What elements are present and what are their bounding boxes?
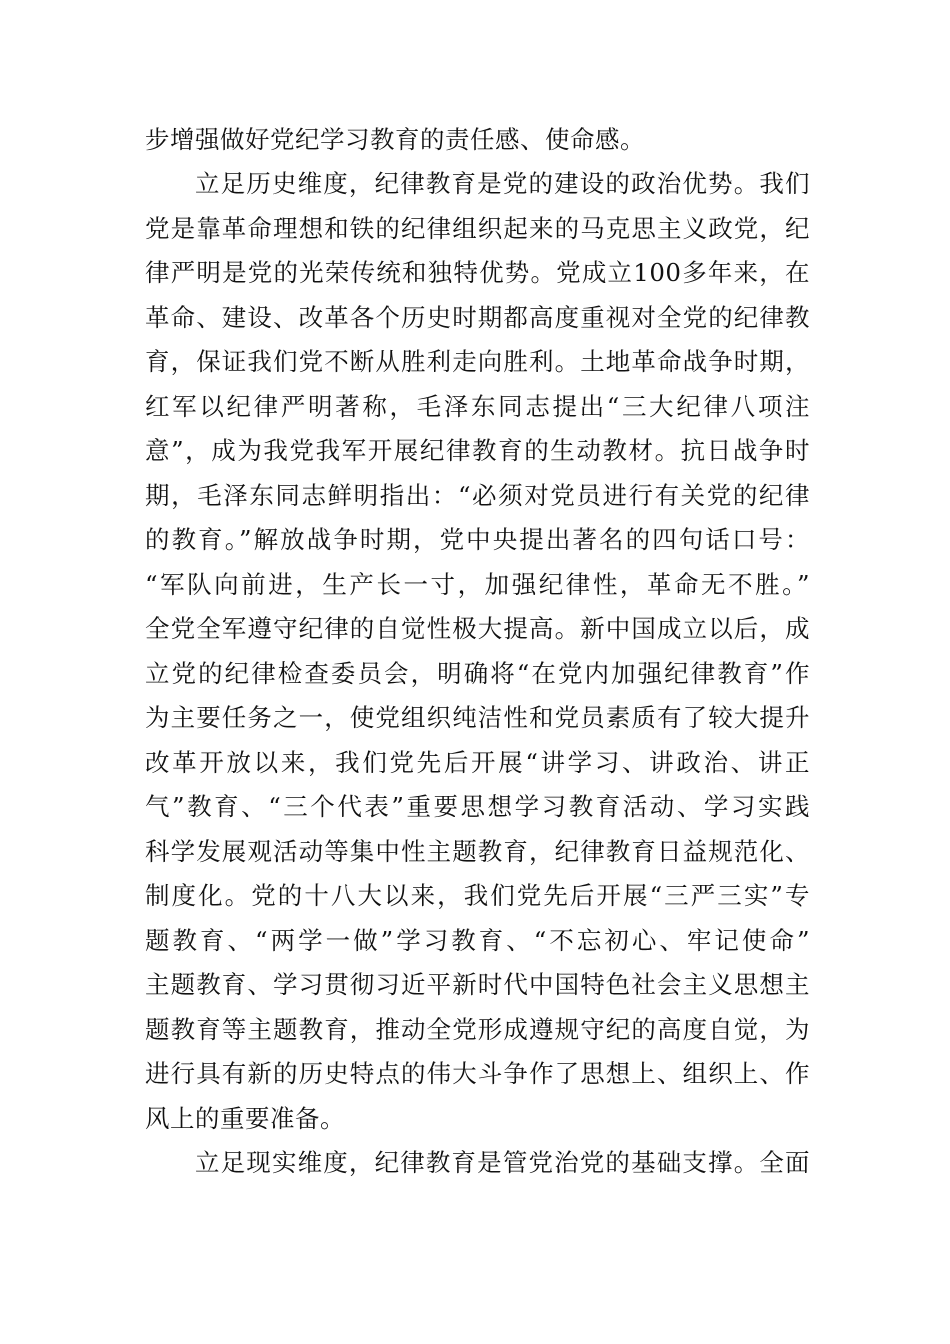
text-line: 律严明是党的光荣传统和独特优势。党成立100多年来，在 xyxy=(145,258,810,287)
text-line: 立党的纪律检查委员会，明确将“在党内加强纪律教育”作 xyxy=(145,659,810,688)
text-line: 的教育。”解放战争时期，党中央提出著名的四句话口号： xyxy=(145,525,810,554)
paragraph-start-line: 立足历史维度，纪律教育是党的建设的政治优势。我们 xyxy=(195,169,810,198)
text-line: 步增强做好党纪学习教育的责任感、使命感。 xyxy=(145,125,645,154)
text-line: 题教育等主题教育，推动全党形成遵规守纪的高度自觉，为 xyxy=(145,1015,810,1044)
text-line: 育，保证我们党不断从胜利走向胜利。土地革命战争时期， xyxy=(145,347,810,376)
text-line: 风上的重要准备。 xyxy=(145,1104,345,1133)
text-line: 科学发展观活动等集中性主题教育，纪律教育日益规范化、 xyxy=(145,837,810,866)
text-line: 制度化。党的十八大以来，我们党先后开展“三严三实”专 xyxy=(145,881,810,910)
text-line: 全党全军遵守纪律的自觉性极大提高。新中国成立以后，成 xyxy=(145,614,810,643)
text-line: 气”教育、“三个代表”重要思想学习教育活动、学习实践 xyxy=(145,792,810,821)
text-line: “军队向前进，生产长一寸，加强纪律性，革命无不胜。” xyxy=(145,570,810,599)
text-line: 为主要任务之一，使党组织纯洁性和党员素质有了较大提升 xyxy=(145,703,810,732)
text-line: 意”，成为我党我军开展纪律教育的生动教材。抗日战争时 xyxy=(145,436,810,465)
paragraph-start-line: 立足现实维度，纪律教育是管党治党的基础支撑。全面 xyxy=(195,1148,810,1177)
text-line: 题教育、“两学一做”学习教育、“不忘初心、牢记使命” xyxy=(145,926,810,955)
text-line: 改革开放以来，我们党先后开展“讲学习、讲政治、讲正 xyxy=(145,748,810,777)
text-line: 进行具有新的历史特点的伟大斗争作了思想上、组织上、作 xyxy=(145,1059,810,1088)
text-line: 期，毛泽东同志鲜明指出：“必须对党员进行有关党的纪律 xyxy=(145,481,810,510)
text-line: 革命、建设、改革各个历史时期都高度重视对全党的纪律教 xyxy=(145,303,810,332)
text-line: 主题教育、学习贯彻习近平新时代中国特色社会主义思想主 xyxy=(145,970,810,999)
text-line: 红军以纪律严明著称，毛泽东同志提出“三大纪律八项注 xyxy=(145,392,810,421)
text-line: 党是靠革命理想和铁的纪律组织起来的马克思主义政党，纪 xyxy=(145,214,810,243)
